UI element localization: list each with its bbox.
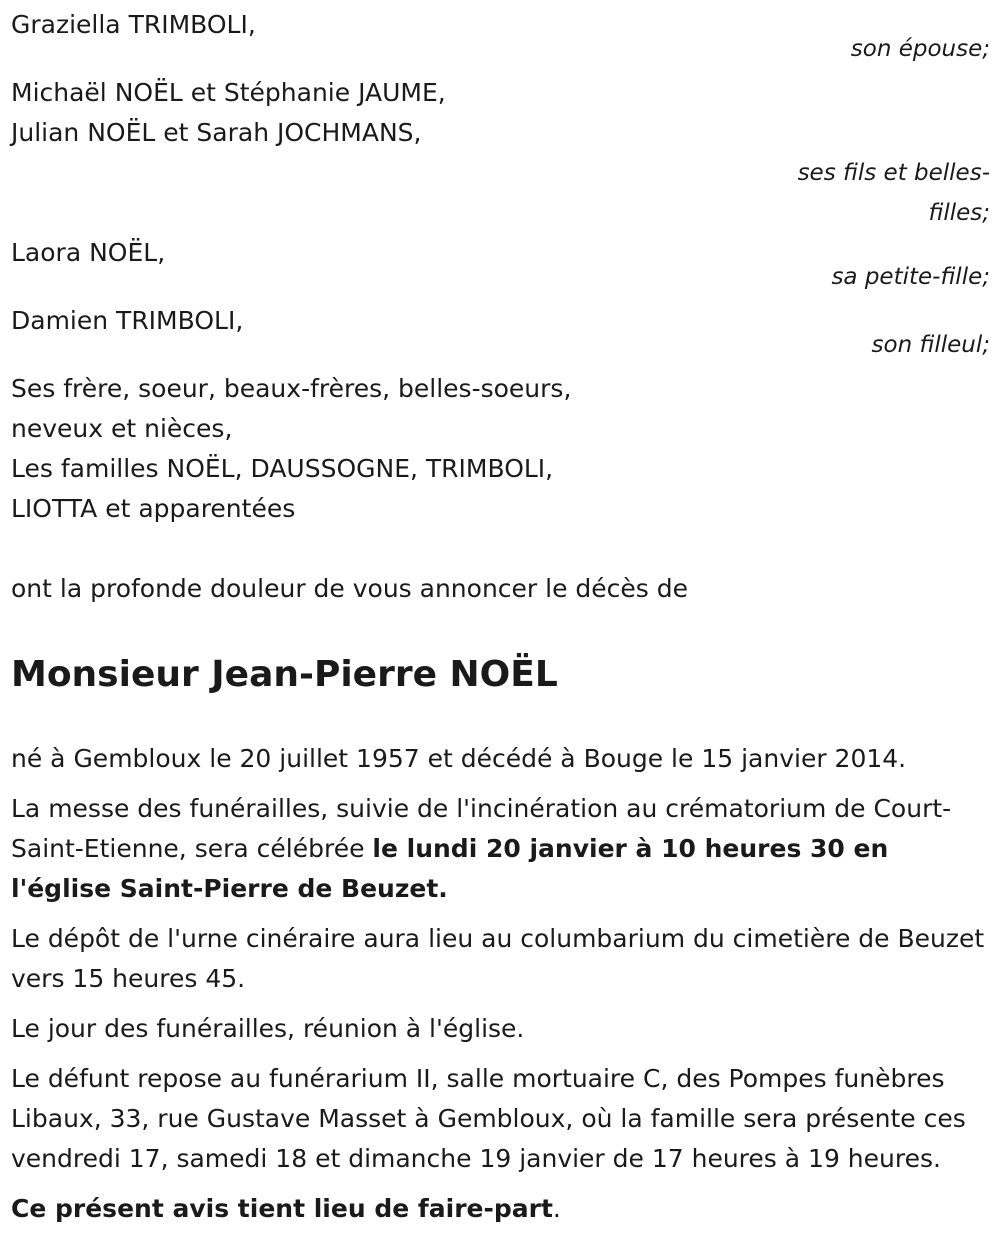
mourner-name: Graziella TRIMBOLI, bbox=[11, 10, 256, 39]
mourner-entry bbox=[11, 233, 990, 297]
birth-death-dates: né à Gembloux le 20 juillet 1957 et décédé à Bouge le 15 janvier 2014. bbox=[11, 744, 907, 773]
notice-end: . bbox=[552, 1194, 561, 1223]
mourner-entry bbox=[11, 73, 990, 233]
mourner-relation: son épouse; bbox=[850, 36, 990, 62]
mourner-entry bbox=[11, 5, 990, 69]
mourner-entry bbox=[11, 301, 990, 365]
family-line: LIOTTA et apparentées bbox=[11, 494, 296, 523]
deceased-name: Monsieur Jean-Pierre NOËL bbox=[11, 654, 558, 695]
funeral-details bbox=[11, 789, 990, 909]
notice-bold: Ce présent avis tient lieu de faire-part bbox=[11, 1194, 553, 1223]
mourner-name: Damien TRIMBOLI, bbox=[11, 306, 244, 335]
mourner-relation-text: ses fils et belles-filles; bbox=[797, 160, 990, 226]
mourner-name: Julian NOËL et Sarah JOCHMANS, bbox=[11, 118, 422, 147]
notice-statement bbox=[11, 1189, 990, 1229]
mourner-relation bbox=[11, 153, 990, 233]
visitation-details: Le défunt repose au funérarium II, salle mortuaire C, des Pompes funèbres Libaux, 33, rue Gustave Masset à Gembloux, où la famille sera présente ces vendredi 17, samedi 18 et dimanche 19 janvier de 17 heures à 19 heures. bbox=[11, 1064, 966, 1173]
urn-details: Le dépôt de l'urne cinéraire aura lieu au columbarium du cimetière de Beuzet vers 15 heures 45. bbox=[11, 924, 985, 993]
family-line: Ses frère, soeur, beaux-frères, belles-soeurs, bbox=[11, 374, 572, 403]
mourner-name: Laora NOËL, bbox=[11, 238, 166, 267]
funeral-date-location: le lundi 20 janvier à 10 heures 30 en l'église Saint-Pierre de Beuzet. bbox=[11, 834, 889, 903]
reunion-details: Le jour des funérailles, réunion à l'église. bbox=[11, 1014, 525, 1043]
family-list bbox=[11, 369, 990, 529]
funeral-text: La messe des funérailles, suivie de l'incinération au crématorium de Court-Saint-Etienne, sera célébrée bbox=[11, 794, 952, 863]
mourner-relation: son filleul; bbox=[871, 332, 990, 358]
mourner-name: Michaël NOËL et Stéphanie JAUME, bbox=[11, 78, 446, 107]
family-line: Les familles NOËL, DAUSSOGNE, TRIMBOLI, bbox=[11, 454, 554, 483]
announcement-text: ont la profonde douleur de vous annoncer le décès de bbox=[11, 574, 689, 603]
family-line: neveux et nièces, bbox=[11, 414, 233, 443]
mourner-relation: sa petite-fille; bbox=[831, 264, 990, 290]
